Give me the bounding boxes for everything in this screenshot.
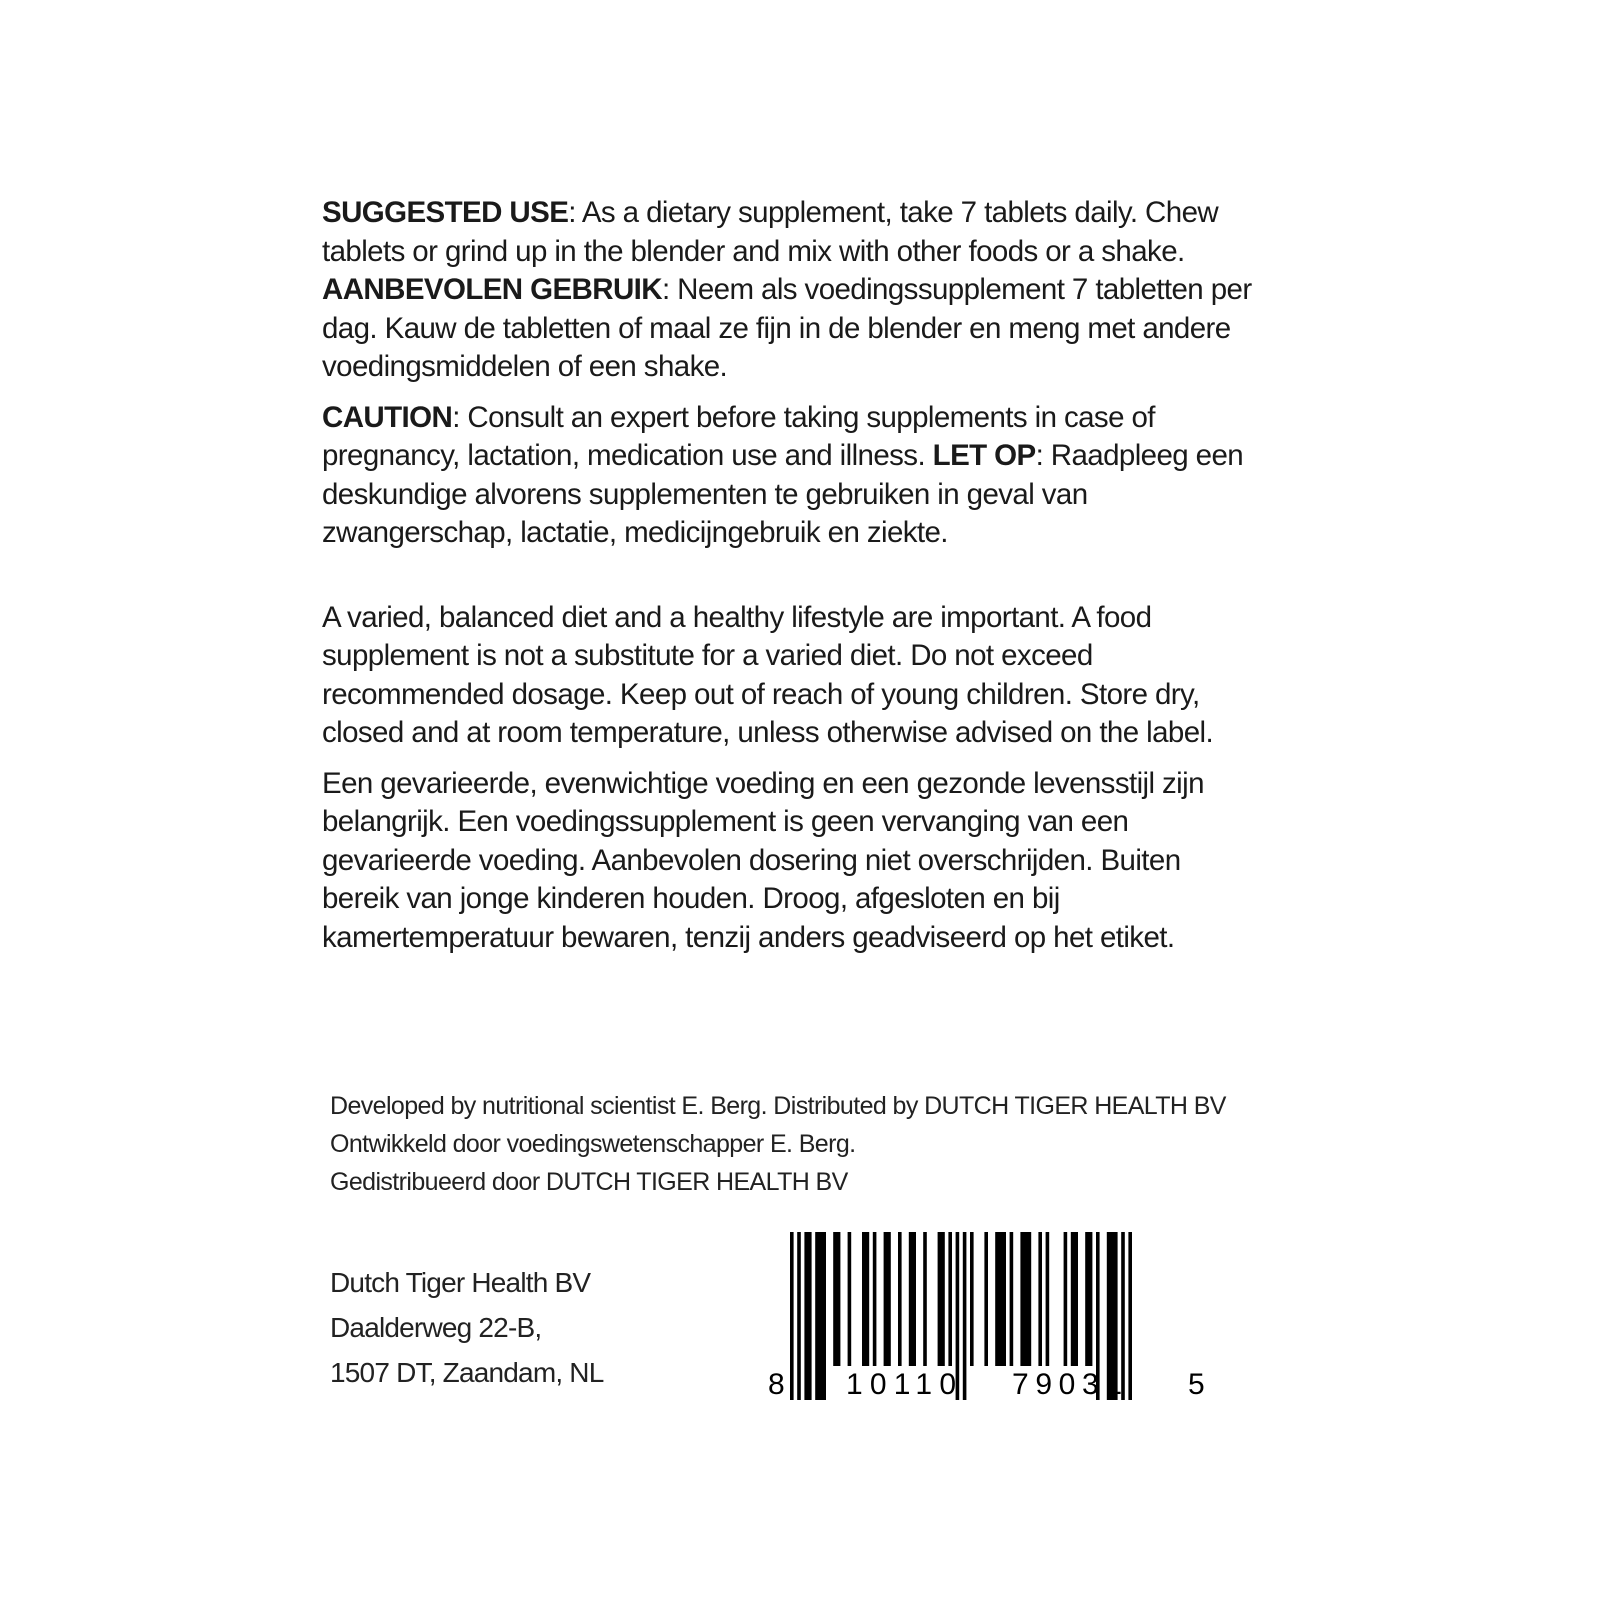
caution-text: : Consult an expert before taking supplements in case of pregnancy, lactation, medication use and illness.: [322, 400, 1155, 472]
barcode-bar: [938, 1232, 945, 1366]
aanbevolen-gebruik-heading: AANBEVOLEN GEBRUIK: [322, 273, 662, 306]
caution-heading: CAUTION: [322, 400, 453, 434]
credits-block: [330, 1087, 1226, 1201]
company-address: [330, 1260, 604, 1395]
barcode-bar: [1020, 1232, 1031, 1366]
barcode-bar: [1010, 1232, 1014, 1366]
barcode-bar: [956, 1232, 960, 1400]
suggested-use-text: : As a dietary supplement, take 7 tablets daily. Chew tablets or grind up in the blender and mix with other foods or a shake.: [322, 196, 1219, 268]
barcode-left-digits: 10110: [846, 1368, 956, 1400]
credits-line-english: Developed by nutritional scientist E. Berg. Distributed by DUTCH TIGER HEALTH BV: [330, 1092, 1226, 1120]
barcode-right-digits: 79031: [1012, 1368, 1122, 1400]
barcode-bar: [1128, 1232, 1132, 1400]
barcode-bar: [804, 1232, 811, 1400]
barcode-bar: [963, 1232, 967, 1400]
barcode-bar: [898, 1232, 902, 1366]
barcode-bar: [815, 1232, 826, 1400]
label-body: [322, 194, 1252, 957]
barcode-bar: [984, 1232, 988, 1366]
let-op-text: : Raadpleeg een deskundige alvorens supplementen te gebruiken in geval van zwangerschap, lactatie, medicijngebruik en ziekte.: [322, 439, 1244, 549]
caution-paragraph: [322, 399, 1252, 553]
let-op-heading: LET OP: [932, 439, 1036, 472]
barcode-last-digit: 5: [1188, 1368, 1205, 1400]
suggested-use-paragraph: [322, 194, 1252, 387]
barcode-bar: [862, 1232, 869, 1366]
barcode-bar: [790, 1232, 794, 1400]
barcode-bar: [948, 1232, 952, 1366]
credits-line-dutch-distributed: Gedistribueerd door DUTCH TIGER HEALTH BV: [330, 1168, 848, 1196]
credits-line-dutch-developed: Ontwikkeld door voedingswetenschapper E. Berg.: [330, 1130, 856, 1158]
barcode-bar: [833, 1232, 840, 1366]
barcode-bar: [923, 1232, 927, 1366]
barcode-bar: [848, 1232, 852, 1366]
address-city: 1507 DT, Zaandam, NL: [330, 1357, 604, 1388]
barcode-graphic: [760, 1232, 1212, 1400]
barcode-bar: [1064, 1232, 1068, 1366]
address-company: Dutch Tiger Health BV: [330, 1267, 591, 1298]
advice-dutch-paragraph: Een gevarieerde, evenwichtige voeding en een gezonde levensstijl zijn belangrijk. Een voedingssupplement is geen vervanging van een gevarieerde voeding. Aanbevolen dosering niet overschrijden. Buiten bereik van jonge kinderen houden. Droog, afgesloten en bij kamertemperatuur bewaren, tenzij anders geadviseerd op het etiket.: [322, 766, 1204, 954]
barcode-bars: [790, 1232, 1132, 1400]
barcode: [760, 1232, 1212, 1400]
barcode-first-digit: 8: [768, 1368, 785, 1400]
barcode-bar: [873, 1232, 877, 1366]
address-street: Daalderweg 22-B,: [330, 1312, 542, 1343]
barcode-bar: [909, 1232, 916, 1366]
barcode-bar: [1038, 1232, 1042, 1366]
aanbevolen-gebruik-text: : Neem als voedingssupplement 7 tabletten per dag. Kauw de tabletten of maal ze fijn in de blender en meng met andere voedingsmiddelen of een shake.: [322, 273, 1252, 383]
barcode-bar: [1085, 1232, 1092, 1366]
barcode-bar: [797, 1232, 801, 1400]
barcode-bar: [1071, 1232, 1078, 1366]
barcode-bar: [884, 1232, 891, 1366]
barcode-bar: [1046, 1232, 1050, 1366]
barcode-bar: [970, 1232, 974, 1366]
suggested-use-heading: SUGGESTED USE: [322, 196, 569, 229]
advice-english-paragraph: A varied, balanced diet and a healthy lifestyle are important. A food supplement is not a substitute for a varied diet. Do not exceed recommended dosage. Keep out of reach of young children. Store dry, closed and at room temperature, unless otherwise advised on the label.: [322, 600, 1214, 749]
barcode-bar: [995, 1232, 1006, 1366]
